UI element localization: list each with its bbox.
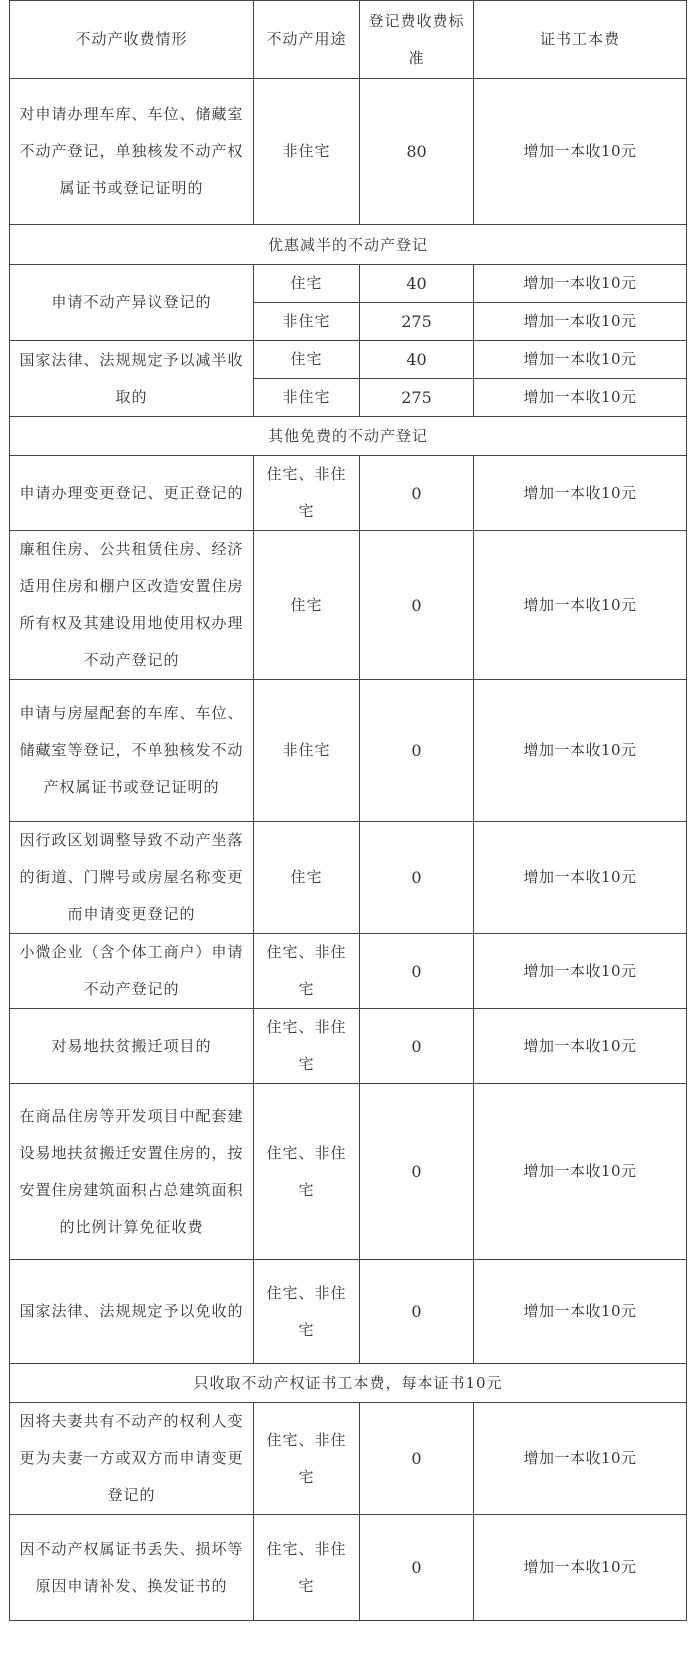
section-title-free: 其他免费的不动产登记 bbox=[10, 417, 687, 456]
usage-cell: 非住宅 bbox=[254, 79, 360, 225]
usage-cell: 非住宅 bbox=[254, 303, 360, 341]
usage-cell: 住宅、非住宅 bbox=[254, 1403, 360, 1515]
usage-cell: 住宅 bbox=[254, 822, 360, 934]
cert-fee-cell: 增加一本收10元 bbox=[474, 1260, 687, 1364]
standard-cell: 0 bbox=[360, 1515, 474, 1621]
usage-cell: 住宅、非住宅 bbox=[254, 1515, 360, 1621]
table-row bbox=[10, 265, 687, 303]
standard-cell: 0 bbox=[360, 934, 474, 1009]
standard-cell: 40 bbox=[360, 341, 474, 379]
standard-cell: 40 bbox=[360, 265, 474, 303]
standard-cell: 0 bbox=[360, 1403, 474, 1515]
standard-cell: 0 bbox=[360, 531, 474, 680]
fee-table-wrapper bbox=[9, 0, 686, 1621]
situation-cell: 申请与房屋配套的车库、车位、储藏室等登记，不单独核发不动产权属证书或登记证明的 bbox=[10, 680, 254, 822]
usage-cell: 住宅、非住宅 bbox=[254, 1084, 360, 1260]
standard-cell: 0 bbox=[360, 1084, 474, 1260]
table-header-row bbox=[10, 1, 687, 79]
situation-cell: 在商品住房等开发项目中配套建设易地扶贫搬迁安置住房的，按安置住房建筑面积占总建筑面积的比例计算免征收费 bbox=[10, 1084, 254, 1260]
situation-cell: 因不动产权属证书丢失、损坏等原因申请补发、换发证书的 bbox=[10, 1515, 254, 1621]
standard-cell: 0 bbox=[360, 1009, 474, 1084]
usage-cell: 住宅 bbox=[254, 531, 360, 680]
usage-cell: 住宅、非住宅 bbox=[254, 934, 360, 1009]
situation-cell: 国家法律、法规规定予以免收的 bbox=[10, 1260, 254, 1364]
usage-cell: 住宅 bbox=[254, 265, 360, 303]
cert-fee-cell: 增加一本收10元 bbox=[474, 1403, 687, 1515]
section-title-half: 优惠减半的不动产登记 bbox=[10, 225, 687, 265]
table-row bbox=[10, 1515, 687, 1621]
table-row bbox=[10, 79, 687, 225]
table-row bbox=[10, 341, 687, 379]
cert-fee-cell: 增加一本收10元 bbox=[474, 934, 687, 1009]
standard-cell: 0 bbox=[360, 680, 474, 822]
section-row-free bbox=[10, 417, 687, 456]
header-situation: 不动产收费情形 bbox=[10, 1, 254, 79]
standard-cell: 275 bbox=[360, 303, 474, 341]
standard-cell: 80 bbox=[360, 79, 474, 225]
situation-cell: 廉租住房、公共租赁住房、经济适用住房和棚户区改造安置住房所有权及其建设用地使用权办理不动产登记的 bbox=[10, 531, 254, 680]
situation-cell: 申请不动产异议登记的 bbox=[10, 265, 254, 341]
situation-cell: 对申请办理车库、车位、储藏室不动产登记，单独核发不动产权属证书或登记证明的 bbox=[10, 79, 254, 225]
table-row bbox=[10, 1084, 687, 1260]
cert-fee-cell: 增加一本收10元 bbox=[474, 680, 687, 822]
situation-cell: 因将夫妻共有不动产的权利人变更为夫妻一方或双方而申请变更登记的 bbox=[10, 1403, 254, 1515]
usage-cell: 住宅 bbox=[254, 341, 360, 379]
table-row bbox=[10, 822, 687, 934]
table-row bbox=[10, 1403, 687, 1515]
table-row bbox=[10, 680, 687, 822]
section-title-cert-only: 只收取不动产权证书工本费，每本证书10元 bbox=[10, 1364, 687, 1403]
header-standard: 登记费收费标准 bbox=[360, 1, 474, 79]
table-row bbox=[10, 934, 687, 1009]
situation-cell: 国家法律、法规规定予以减半收取的 bbox=[10, 341, 254, 417]
situation-cell: 对易地扶贫搬迁项目的 bbox=[10, 1009, 254, 1084]
cert-fee-cell: 增加一本收10元 bbox=[474, 79, 687, 225]
cert-fee-cell: 增加一本收10元 bbox=[474, 1084, 687, 1260]
usage-cell: 住宅、非住宅 bbox=[254, 1260, 360, 1364]
section-row-half bbox=[10, 225, 687, 265]
cert-fee-cell: 增加一本收10元 bbox=[474, 531, 687, 680]
situation-cell: 申请办理变更登记、更正登记的 bbox=[10, 456, 254, 531]
standard-cell: 0 bbox=[360, 822, 474, 934]
table-row bbox=[10, 531, 687, 680]
section-row-cert-only bbox=[10, 1364, 687, 1403]
fee-table bbox=[9, 0, 687, 1621]
usage-cell: 非住宅 bbox=[254, 379, 360, 417]
cert-fee-cell: 增加一本收10元 bbox=[474, 341, 687, 379]
cert-fee-cell: 增加一本收10元 bbox=[474, 822, 687, 934]
header-cert-fee: 证书工本费 bbox=[474, 1, 687, 79]
cert-fee-cell: 增加一本收10元 bbox=[474, 303, 687, 341]
table-row bbox=[10, 456, 687, 531]
situation-cell: 小微企业（含个体工商户）申请不动产登记的 bbox=[10, 934, 254, 1009]
cert-fee-cell: 增加一本收10元 bbox=[474, 1515, 687, 1621]
usage-cell: 非住宅 bbox=[254, 680, 360, 822]
cert-fee-cell: 增加一本收10元 bbox=[474, 379, 687, 417]
standard-cell: 0 bbox=[360, 456, 474, 531]
cert-fee-cell: 增加一本收10元 bbox=[474, 265, 687, 303]
usage-cell: 住宅、非住宅 bbox=[254, 1009, 360, 1084]
usage-cell: 住宅、非住宅 bbox=[254, 456, 360, 531]
cert-fee-cell: 增加一本收10元 bbox=[474, 1009, 687, 1084]
header-usage: 不动产用途 bbox=[254, 1, 360, 79]
standard-cell: 275 bbox=[360, 379, 474, 417]
table-row bbox=[10, 1009, 687, 1084]
table-row bbox=[10, 1260, 687, 1364]
cert-fee-cell: 增加一本收10元 bbox=[474, 456, 687, 531]
situation-cell: 因行政区划调整导致不动产坐落的街道、门牌号或房屋名称变更而申请变更登记的 bbox=[10, 822, 254, 934]
standard-cell: 0 bbox=[360, 1260, 474, 1364]
